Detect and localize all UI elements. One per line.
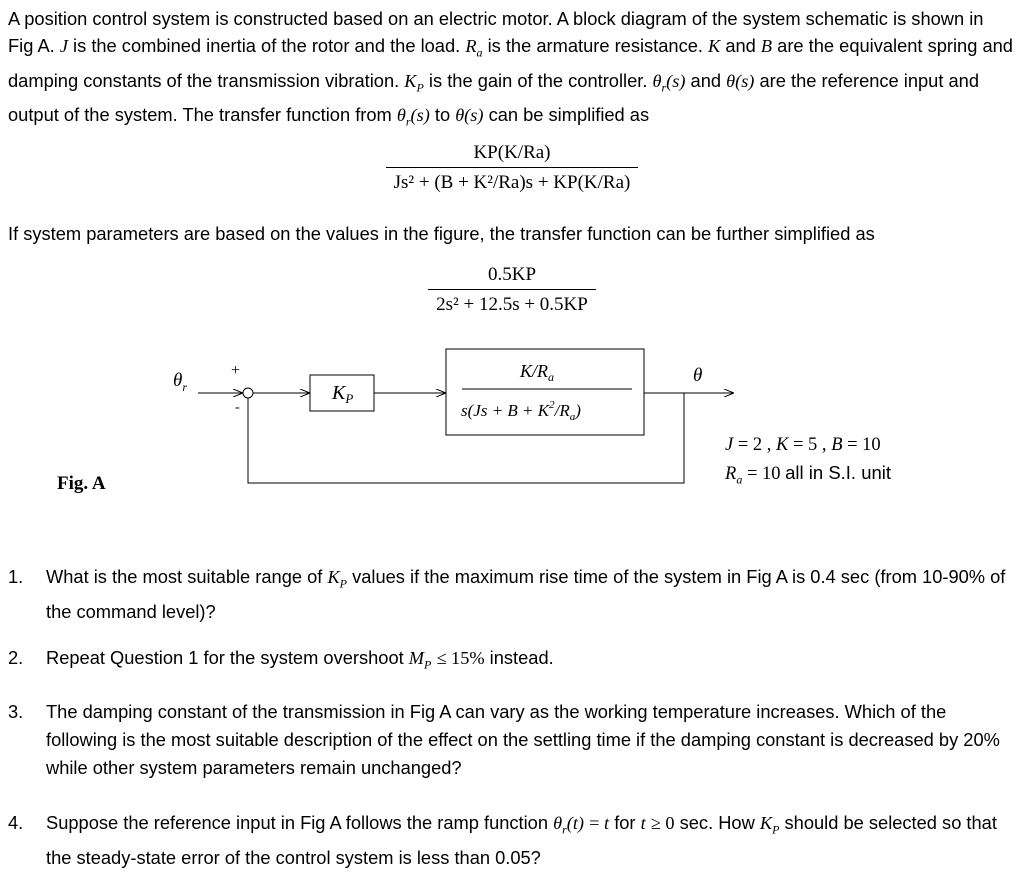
question-2-text: Repeat Question 1 for the system overshoot $M_P \le 15\%$ instead. <box>46 647 554 672</box>
question-1-text: What is the most suitable range of $K_P$ values if the maximum rise time of the system in Fig A is 0.4 sec (from 10-90% of the command level)? <box>46 566 1006 622</box>
question-2-number: 2. <box>8 647 24 668</box>
minus-sign: - <box>235 400 240 415</box>
figure-caption: Fig. A <box>57 473 106 494</box>
equation1-denominator: Js² + (B + K²/Ra)s + KP(K/Ra) <box>393 172 631 193</box>
equation2-numerator: 0.5KP <box>428 264 596 290</box>
intro-paragraph: A position control system is constructed based on an electric motor. A block diagram of the system schematic is shown in Fig A. J is the combined inertia of the rotor and the load. $R_a$ is the armature resistance. K and B are the equivalent spring and damping constants of the transmission vibration. $K_P$ is the gain of the controller. $\theta_r(s)$ and θ(s) are the reference input and output of the system. The transfer function from $\theta_r(s)$ to θ(s) can be simplified as <box>8 8 1013 129</box>
summing-junction <box>243 388 253 398</box>
question-3-number: 3. <box>8 701 24 722</box>
controller-block-label: $K_P$ <box>332 382 354 406</box>
plant-numerator: $K/R_a$ <box>520 361 555 384</box>
output-label: θ <box>693 365 703 386</box>
params-line-2: $R_a = 10$ all in S.I. unit <box>725 462 892 487</box>
input-label: $\theta_r$ <box>173 370 188 394</box>
question-1-number: 1. <box>8 566 24 587</box>
plus-sign: + <box>231 362 241 379</box>
plant-denominator: $s(Js + B + K^2/R_a)$ <box>461 399 581 423</box>
equation1-numerator: KP(K/Ra) <box>386 142 639 168</box>
question-3-text: The damping constant of the transmission in Fig A can vary as the working temperature increases. Which of the following is the most suitable description of the effect on the settling time if the damping constant is decreased by 20% while other system parameters remain unchanged? <box>46 701 1000 778</box>
system-parameters <box>725 432 891 494</box>
params-line-1: J = 2 , K = 5 , B = 10 <box>725 435 881 455</box>
question-4-text: Suppose the reference input in Fig A follows the ramp function $\theta_r(t) = t$ for t ≥ 0 sec. How $K_P$ should be selected so that the steady-state error of the control system is less than 0.05? <box>46 812 997 868</box>
question-4-number: 4. <box>8 812 24 833</box>
bridge-sentence: If system parameters are based on the values in the figure, the transfer function can be further simplified as <box>8 223 875 244</box>
equation2-denominator: 2s² + 12.5s + 0.5KP <box>436 294 588 315</box>
